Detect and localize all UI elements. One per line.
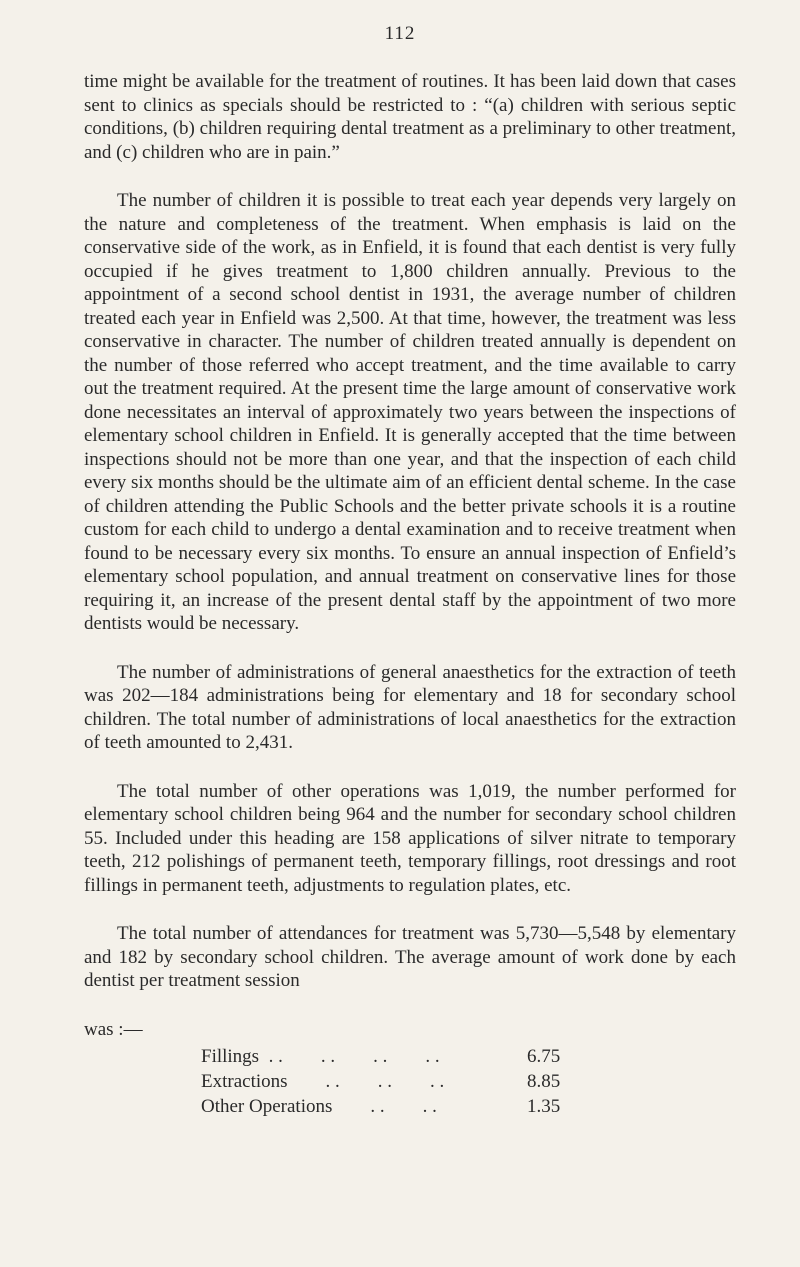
paragraph-5-lead: The total number of attendances for treatment was 5,730—5,548 by elementary and 182 by secondary school children. The average amount of work done by each dentist per treatment session xyxy=(84,923,736,991)
paragraph-4: The total number of other operations was 1,019, the number performed for elementary school children being 964 and the number for secondary school children 55. Included under this heading are 158 applications of silver nitrate to temporary teeth, 212 polishings of permanent teeth, temporary fillings, root dressings and root fillings in permanent teeth, adjustments to regulation plates, etc. xyxy=(84,780,736,896)
document-body xyxy=(84,70,736,1119)
session-work-table xyxy=(201,1044,560,1119)
row-value: 8.85 xyxy=(527,1071,561,1092)
paragraph-5-tail: was :— xyxy=(84,1018,143,1040)
row-value: 6.75 xyxy=(527,1046,561,1067)
paragraph-2: The number of children it is possible to treat each year depends very largely on the nature and completeness of the treatment. When emphasis is laid on the conservative side of the work, as in Enfield, it is found that each dentist is very fully occupied if he gives treatment to 1,800 children annually. Previous to the appointment of a second school dentist in 1931, the average number of children treated each year in Enfield was 2,500. At that time, however, the treatment was less conservative in character. The number of children treated annually is dependent on the number of those referred who accept treatment, and the time available to carry out the treatment required. At the present time the large amount of conservative work done necessitates an interval of approximately two years between the inspections of elementary school children in Enfield. It is generally accepted that the time between inspections should not be more than one year, and that the inspection of each child every six months should be the ultimate aim of an efficient dental scheme. In the case of children attending the Public Schools and the better private schools it is a routine custom for each child to undergo a dental examination and to receive treatment when found to be necessary every six months. To ensure an annual inspection of Enfield’s elementary school population, and annual treatment on conservative lines for those requiring it, an increase of the present dental staff by the appointment of two more dentists would be necessary. xyxy=(84,190,736,634)
paragraph-3: The number of administrations of general anaesthetics for the extraction of teeth was 202—184 administrations being for elementary and 18 for secondary school children. The total number of administrations of local anaesthetics for the extraction of teeth amounted to 2,431. xyxy=(84,661,736,753)
page-number: 112 xyxy=(384,23,416,44)
row-label: Other Operations . . . . xyxy=(201,1096,437,1117)
row-label: Fillings . . . . . . . . xyxy=(201,1046,440,1067)
table-row xyxy=(201,1094,560,1119)
table-row xyxy=(201,1044,560,1069)
row-value: 1.35 xyxy=(527,1096,561,1117)
row-label: Extractions . . . . . . xyxy=(201,1071,445,1092)
paragraph-5 xyxy=(84,922,736,1041)
paragraph-1: time might be available for the treatment of routines. It has been laid down that cases sent to clinics as specials should be restricted to : “(a) children with serious septic conditions, (b) children requiring dental treatment as a preliminary to other treatment, and (c) children who are in pain.” xyxy=(84,71,736,163)
table-row xyxy=(201,1069,560,1094)
